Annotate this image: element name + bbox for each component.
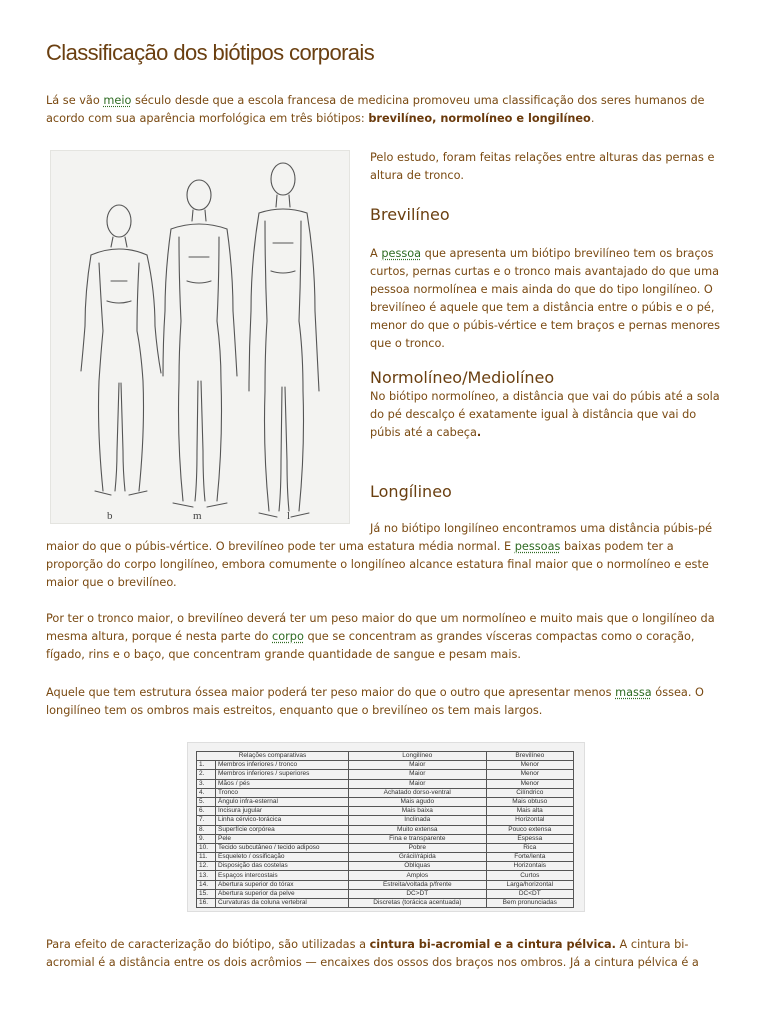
link-pessoa[interactable]: pessoa (381, 247, 422, 260)
table-cell-n: 16. (197, 899, 216, 908)
table-row (197, 779, 574, 788)
table-row (197, 788, 574, 797)
table-cell-brevi: Bem pronunciadas (486, 899, 573, 908)
table-cell-attr: Incisura jugular (216, 807, 349, 816)
table-cell-n: 14. (197, 880, 216, 889)
link-pessoas[interactable]: pessoas (514, 540, 561, 553)
table-cell-brevi: Forte/lenta (486, 853, 573, 862)
table-cell-brevi: Pouco extensa (486, 825, 573, 834)
heading-brevilineo: Brevilíneo (370, 205, 450, 224)
table-cell-attr: Ângulo infra-esternal (216, 797, 349, 806)
table-row (197, 843, 574, 852)
cintura-text: A cintura bi-acromial é a distância entre os dois acrômios — encaixes dos ossos dos braços nos ombros. Já a cintura pélvica é a (46, 938, 699, 969)
table-cell-longi: Oblíquas (349, 862, 487, 871)
table-cell-attr: Disposição das costelas (216, 862, 349, 871)
table-cell-brevi: Larga/horizontal (486, 880, 573, 889)
table-cell-brevi: Curtos (486, 871, 573, 880)
table-cell-attr: Espaços intercostais (216, 871, 349, 880)
brevilineo-text: que apresenta um biótipo brevilíneo tem os braços curtos, pernas curtas e o tronco mais avantajado do que uma pessoa normolínea e mais ainda do que do tipo longilíneo. O brevilíneo é aquele que tem a distância entre o púbis e o pé, menor do que o púbis-vértice e tem braços e pernas menores que o tronco. (370, 247, 720, 350)
table-cell-n: 10. (197, 843, 216, 852)
cintura-bold: cintura bi-acromial e a cintura pélvica. (369, 938, 616, 951)
table-cell-n: 6. (197, 807, 216, 816)
table-cell-brevi: Horizontais (486, 862, 573, 871)
tronco-text: Por ter o tronco maior, o brevilíneo deverá ter um peso maior do que um normolíneo e muito mais que o longilíneo da mesma altura, porque é nesta parte do (46, 612, 715, 643)
normolineo-paragraph (370, 388, 730, 442)
table-cell-brevi: Menor (486, 770, 573, 779)
figure-brevilineo (81, 205, 161, 495)
table-cell-n: 2. (197, 770, 216, 779)
intro-text: Lá se vão (46, 94, 104, 107)
table-cell-longi: Mais baixa (349, 807, 487, 816)
table-cell-brevi: DC<DT (486, 889, 573, 898)
link-massa[interactable]: massa (615, 686, 652, 699)
table-cell-longi: Estreita/voltada p/frente (349, 880, 487, 889)
table-cell-attr: Curvaturas da coluna vertebral (216, 899, 349, 908)
table-row (197, 797, 574, 806)
table-cell-brevi: Menor (486, 779, 573, 788)
body-figures-illustration (51, 151, 349, 523)
intro-bold: brevilíneo, normolíneo e longilíneo (368, 112, 591, 125)
table-row (197, 899, 574, 908)
biotype-figure (50, 150, 350, 524)
table-cell-n: 7. (197, 816, 216, 825)
table-cell-brevi: Menor (486, 761, 573, 770)
intro-text: . (590, 112, 595, 125)
table-cell-longi: Maior (349, 761, 487, 770)
figure-label-b: b (107, 510, 113, 522)
table-row (197, 880, 574, 889)
table-row (197, 871, 574, 880)
figure-mediolineo (163, 180, 237, 507)
table-row (197, 889, 574, 898)
table-row (197, 825, 574, 834)
table-cell-longi: Mais agudo (349, 797, 487, 806)
intro-text: século desde que a escola francesa de medicina promoveu uma classificação dos seres humanos de acordo com sua aparência morfológica em três biótipos: (46, 94, 705, 125)
table-cell-attr: Superfície corpórea (216, 825, 349, 834)
header-relacoes: Relações comparativas (197, 752, 349, 761)
table-cell-longi: Maior (349, 779, 487, 788)
table-cell-attr: Linha cérvico-torácica (216, 816, 349, 825)
intro-paragraph (46, 92, 726, 128)
table-cell-longi: Maior (349, 770, 487, 779)
table-cell-n: 3. (197, 779, 216, 788)
table-cell-longi: Fina e transparente (349, 834, 487, 843)
table-cell-brevi: Cilíndrico (486, 788, 573, 797)
figure-label-l: l (287, 510, 291, 522)
table-cell-attr: Tecido subcutâneo / tecido adiposo (216, 843, 349, 852)
table-cell-longi: Inclinada (349, 816, 487, 825)
table-cell-longi: Amplos (349, 871, 487, 880)
table-cell-n: 5. (197, 797, 216, 806)
table-cell-attr: Abertura superior do tórax (216, 880, 349, 889)
table-row (197, 761, 574, 770)
table-cell-attr: Pele (216, 834, 349, 843)
table-row (197, 807, 574, 816)
heading-longilineo: Longílineo (370, 482, 452, 501)
table-cell-n: 1. (197, 761, 216, 770)
page-title: Classificação dos biótipos corporais (46, 40, 375, 65)
heading-normolineo: Normolíneo/Mediolíneo (370, 368, 555, 387)
ossea-text: óssea. O longilíneo tem os ombros mais estreitos, enquanto que o brevilíneo os tem mais largos. (46, 686, 704, 717)
table-cell-attr: Membros inferiores / superiores (216, 770, 349, 779)
header-brevilineo: Brevilíneo (486, 752, 573, 761)
table-row (197, 834, 574, 843)
table-cell-brevi: Mais obtuso (486, 797, 573, 806)
table-cell-attr: Mãos / pés (216, 779, 349, 788)
table-cell-longi: Pobre (349, 843, 487, 852)
table-cell-brevi: Mais alta (486, 807, 573, 816)
table-cell-n: 11. (197, 853, 216, 862)
table-cell-attr: Abertura superior da pelve (216, 889, 349, 898)
brevilineo-text: A (370, 247, 382, 260)
cintura-paragraph (46, 936, 726, 972)
tronco-text: que se concentram as grandes vísceras compactas como o coração, fígado, rins e o baço, que concentram grande quantidade de sangue e pesam mais. (46, 630, 695, 661)
longilineo-text: Já no biótipo longilíneo encontramos uma distância púbis-pé maior do que o púbis-vértice. O brevilíneo pode ter uma estatura média normal. E (46, 522, 713, 553)
study-paragraph: Pelo estudo, foram feitas relações entre alturas das pernas e altura de tronco. (370, 151, 715, 182)
table-cell-longi: Discretas (torácica acentuada) (349, 899, 487, 908)
table-cell-brevi: Horizontal (486, 816, 573, 825)
table-cell-attr: Membros inferiores / tronco (216, 761, 349, 770)
table-cell-attr: Esqueleto / ossificação (216, 853, 349, 862)
table-cell-n: 13. (197, 871, 216, 880)
link-meio[interactable]: meio (103, 94, 132, 107)
table-cell-brevi: Rica (486, 843, 573, 852)
link-corpo[interactable]: corpo (272, 630, 304, 643)
tronco-paragraph (46, 610, 726, 664)
table-cell-n: 4. (197, 788, 216, 797)
table-cell-longi: Achatado dorso-ventral (349, 788, 487, 797)
table-cell-brevi: Espessa (486, 834, 573, 843)
table-cell-longi: Muito extensa (349, 825, 487, 834)
ossea-text: Aquele que tem estrutura óssea maior poderá ter peso maior do que o outro que apresentar menos (46, 686, 616, 699)
brevilineo-paragraph (370, 245, 730, 353)
table-cell-attr: Tronco (216, 788, 349, 797)
longilineo-text: baixas podem ter a proporção do corpo longilíneo, embora comumente o longilíneo alcance estatura final maior que o normolíneo e este maior que o brevilíneo. (46, 540, 709, 589)
normolineo-bold: . (476, 426, 482, 439)
table-row (197, 770, 574, 779)
figure-longilineo (249, 163, 319, 517)
cintura-text: Para efeito de caracterização do biótipo, são utilizadas a (46, 938, 370, 951)
header-longilineo: Longilíneo (349, 752, 487, 761)
table-cell-longi: Grácil/rápida (349, 853, 487, 862)
table-row (197, 853, 574, 862)
comparison-table (196, 751, 574, 908)
table-row (197, 862, 574, 871)
table-cell-n: 8. (197, 825, 216, 834)
table-cell-longi: DC>DT (349, 889, 487, 898)
normolineo-text: No biótipo normolíneo, a distância que vai do púbis até a sola do pé descalço é exatamente igual à distância que vai do púbis até a cabeça (370, 390, 720, 439)
table-cell-n: 9. (197, 834, 216, 843)
longilineo-paragraph (46, 520, 726, 592)
table-row (197, 816, 574, 825)
comparison-table-image (187, 742, 585, 912)
figure-label-m: m (193, 510, 202, 522)
ossea-paragraph (46, 684, 726, 720)
table-cell-n: 15. (197, 889, 216, 898)
table-cell-n: 12. (197, 862, 216, 871)
table-header-row (197, 752, 574, 761)
